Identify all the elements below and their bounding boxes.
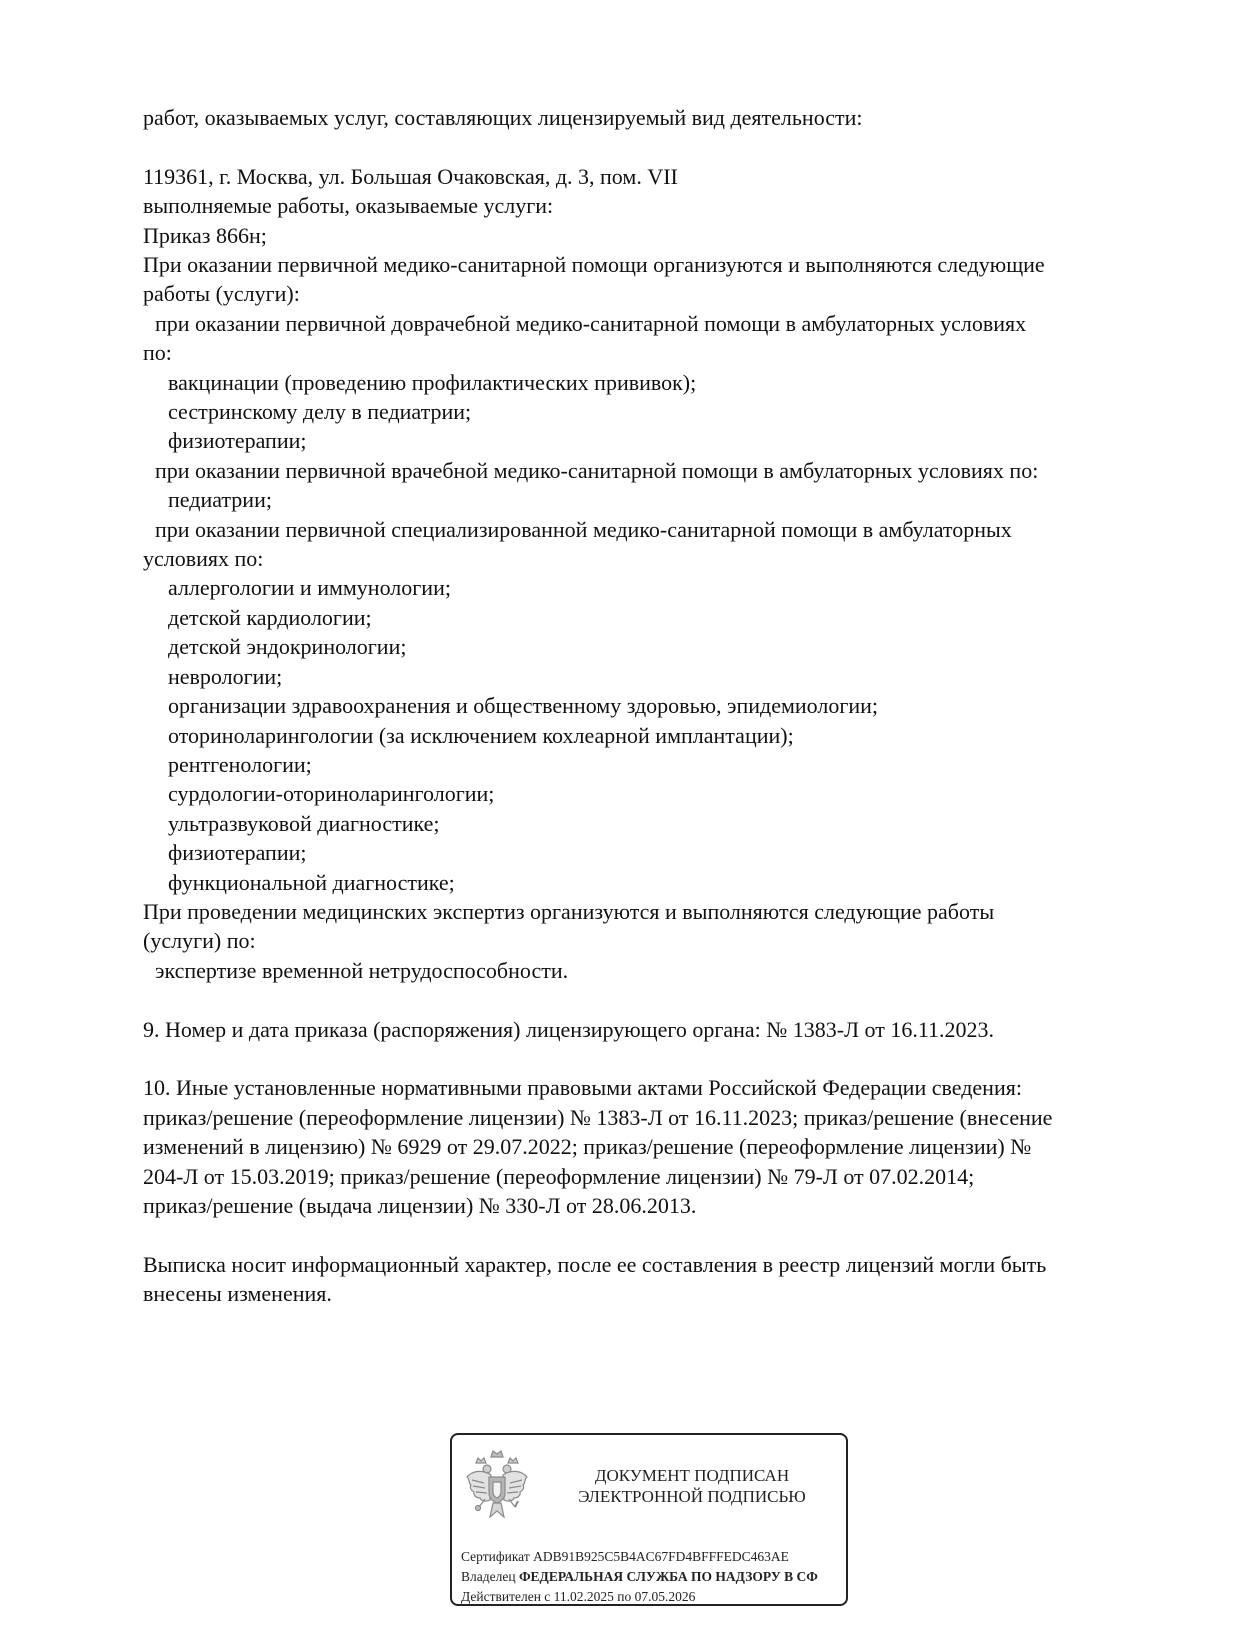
service-item: экспертизе временной нетрудоспособности. — [155, 957, 569, 983]
signature-title-line: ДОКУМЕНТ ПОДПИСАН — [594, 1466, 790, 1485]
service-item: детской эндокринологии; — [168, 634, 407, 660]
other-info-line: изменений в лицензию) № 6929 от 29.07.2022; приказ/решение (переоформление лицензии) № — [143, 1134, 1032, 1160]
text-line: при оказании первичной доврачебной медико-санитарной помощи в амбулаторных условиях — [155, 310, 1027, 336]
text-line: по: — [143, 340, 172, 366]
service-item: функциональной диагностике; — [168, 869, 455, 895]
service-item: ультразвуковой диагностике; — [168, 810, 440, 836]
signature-title — [547, 1465, 837, 1507]
certificate-value: ADB91B925C5B4AC67FD4BFFFEDC463AE — [533, 1549, 789, 1564]
service-item: педиатрии; — [168, 487, 272, 513]
order-number-line: 9. Номер и дата приказа (распоряжения) лицензирующего органа: № 1383-Л от 16.11.2023. — [143, 1016, 995, 1042]
blank-line — [143, 985, 1153, 1014]
text-line: При оказании первичной медико-санитарной помощи организуются и выполняются следующие — [143, 252, 1045, 278]
service-item: физиотерапии; — [168, 840, 307, 866]
coat-of-arms-icon — [464, 1447, 530, 1525]
other-info-line: приказ/решение (выдача лицензии) № 330-Л от 28.06.2013. — [143, 1192, 697, 1218]
validity-row: Действителен с 11.02.2025 по 07.05.2026 — [461, 1589, 696, 1604]
owner-row — [461, 1567, 848, 1587]
text-line: Приказ 866н; — [143, 222, 267, 248]
text-line: работ, оказываемых услуг, составляющих лицензируемый вид деятельности: — [143, 105, 863, 130]
blank-line — [143, 132, 1153, 161]
blank-line — [143, 1220, 1153, 1249]
service-item: аллергологии и иммунологии; — [168, 575, 451, 601]
owner-label: Владелец — [461, 1569, 516, 1584]
blank-line — [143, 1044, 1153, 1073]
electronic-signature-stamp — [450, 1433, 848, 1606]
text-line: при оказании первичной специализированной медико-санитарной помощи в амбулаторных — [155, 516, 1012, 542]
service-item: сурдологии-оториноларингологии; — [168, 781, 495, 807]
service-item: организации здравоохранения и общественному здоровью, эпидемиологии; — [168, 693, 879, 719]
text-line: условиях по: — [143, 546, 264, 572]
owner-value: ФЕДЕРАЛЬНАЯ СЛУЖБА ПО НАДЗОРУ В СФ — [518, 1569, 818, 1584]
text-line: При проведении медицинских экспертиз организуются и выполняются следующие работы — [143, 898, 995, 924]
other-info-line: 204-Л от 15.03.2019; приказ/решение (переоформление лицензии) № 79-Л от 07.02.2014; — [143, 1163, 975, 1189]
service-item: неврологии; — [168, 663, 283, 689]
service-item: оториноларингологии (за исключением кохлеарной имплантации); — [168, 722, 794, 748]
address-line: 119361, г. Москва, ул. Большая Очаковская, д. 3, пом. VII — [143, 163, 678, 189]
text-line: при оказании первичной врачебной медико-санитарной помощи в амбулаторных условиях по: — [155, 457, 1039, 483]
certificate-label: Сертификат — [461, 1549, 530, 1564]
service-item: вакцинации (проведению профилактических прививок); — [168, 369, 697, 395]
text-line: работы (услуги): — [143, 281, 300, 307]
signature-details — [461, 1547, 848, 1606]
service-item: физиотерапии; — [168, 428, 307, 454]
service-item: сестринскому делу в педиатрии; — [168, 399, 472, 425]
other-info-line: 10. Иные установленные нормативными правовыми актами Российской Федерации сведения: — [143, 1075, 1022, 1101]
disclaimer-line: внесены изменения. — [143, 1281, 332, 1307]
signature-title-line: ЭЛЕКТРОННОЙ ПОДПИСЬЮ — [578, 1487, 806, 1506]
text-line: (услуги) по: — [143, 928, 256, 954]
service-item: рентгенологии; — [168, 751, 312, 777]
certificate-row — [461, 1547, 848, 1567]
text-line: выполняемые работы, оказываемые услуги: — [143, 193, 554, 219]
other-info-line: приказ/решение (переоформление лицензии) № 1383-Л от 16.11.2023; приказ/решение (внесение — [143, 1104, 1053, 1130]
license-extract-body — [143, 103, 1153, 1309]
disclaimer-line: Выписка носит информационный характер, после ее составления в реестр лицензий могли быть — [143, 1251, 1047, 1277]
service-item: детской кардиологии; — [168, 604, 372, 630]
